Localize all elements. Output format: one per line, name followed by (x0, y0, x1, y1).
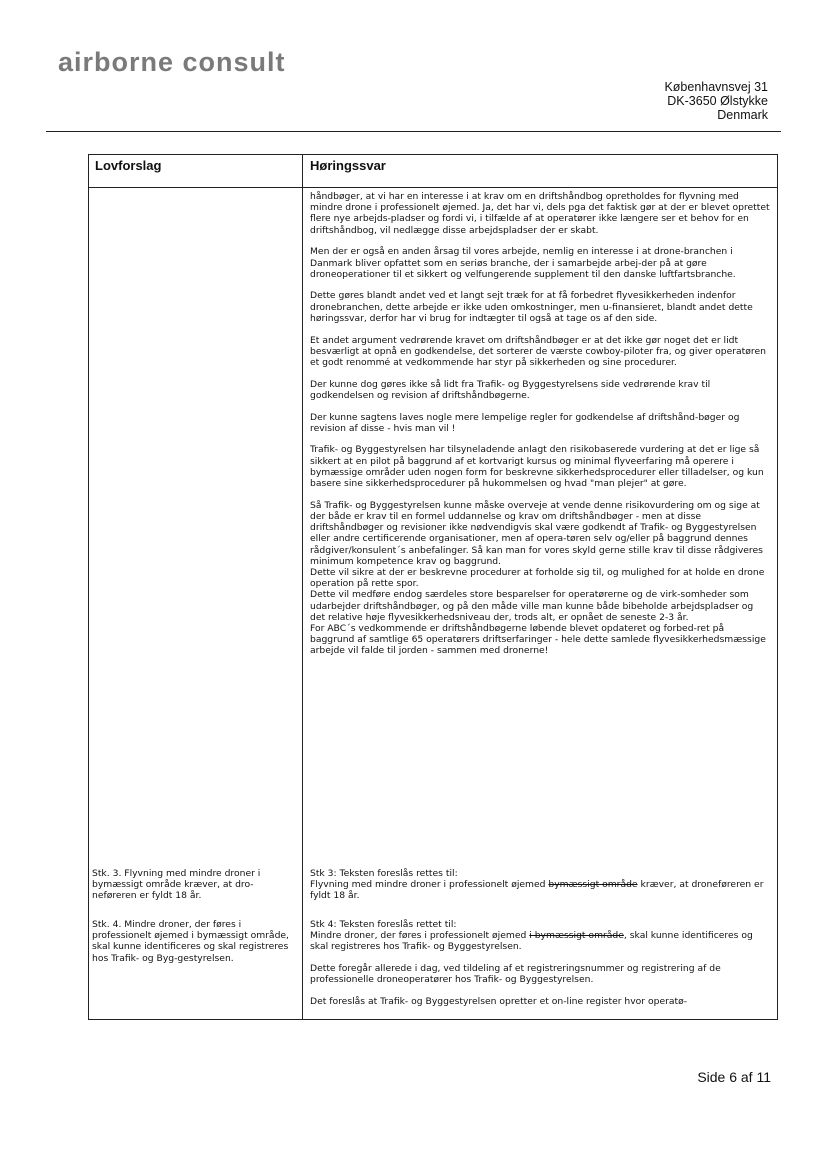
stk3-title: Stk 3: Teksten foreslås rettes til: (310, 868, 458, 879)
stk4-response (310, 919, 771, 1018)
paragraph: Det foreslås at Trafik- og Byggestyrelsen opretter et on-line register hvor operatø- (310, 996, 688, 1008)
column-divider (302, 154, 303, 1020)
header-divider (46, 131, 781, 132)
stk4-proposal: Stk. 4. Mindre droner, der føres i professionelt øjemed i bymæssigt område, skal kunne identificeres og skal registreres hos Trafik- og Byg-gestyrelsen. (92, 919, 289, 964)
stk3-response (310, 868, 771, 902)
paragraph: håndbøger, at vi har en interesse i at krav om en driftshåndbog opretholdes for flyvning med mindre drone i professionelt øjemed. Ja, det har vi, dels pga det faktisk gør at der er blevet oprettet flere nye arbejds-pladser og fordi vi, i tilfælde af at operatører ikke længere ser et behov for en driftshåndbog, vil nedlægge disse arbejdspladser der er skabt. (310, 191, 770, 236)
address-country: Denmark (717, 108, 768, 122)
page-number: Side 6 af 11 (697, 1069, 771, 1085)
deleted-text: bymæssigt område (548, 879, 638, 891)
stk4-title: Stk 4: Teksten foreslås rettet til: (310, 919, 457, 930)
paragraph: Trafik- og Byggestyrelsen har tilsyneladende anlagt den risikobaserede vurdering at det er lige så sikkert at en pilot på baggrund af et kortvarigt kursus og minimal flyveerfaring må operere i bymæssige områder uden nogen form for beskrevne sikkerhedsprocedurer eller tilladelser, og kun basere sine sikkerhedsprocedurer på hukommelsen og hvad "man plejer" at gøre. (310, 444, 764, 490)
company-address (664, 80, 768, 122)
address-street: Københavnsvej 31 (664, 80, 768, 94)
paragraph: Så Trafik- og Byggestyrelsen kunne måske overveje at vende denne risikovurdering om og sige at der både er krav til en formel uddannelse og krav om driftshåndbøger - men at disse driftshåndbøger og revisioner ikke nødvendigvis skal være godkendt af Trafik- og Byggestyrelsen eller andre certificerende organisationer, men af opera-tøren selv og/eller på baggrund dennes rådgiver/konsulent´s anbefalinger. Så kan man for vores skyld gerne stille krav til disse rådgiveres minimum kompetence krav og baggrund. Dette vil sikre at der er beskrevne procedurer at forholde sig til, og mulighed for at holde en drone operation på rette spor. Dette vil medføre endog særdeles store besparelser for operatørerne og de virk-somheder som udarbejder driftshåndbøger, og på den måde ville man kunne både bibeholde arbejdspladser og det relative høje flyvesikkerhedsniveau der, trods alt, er opnået de seneste 2-3 år. For ABC´s vedkommende er driftshåndbøgerne løbende blevet opdateret og forbed-ret på baggrund af samtlige 65 operatørers driftserfaringer - hele dette samlede flyvesikkerhedsmæssige arbejde vil falde til jorden - sammen med dronerne! (310, 499, 766, 657)
response-body (310, 191, 771, 667)
paragraph: Men der er også en anden årsag til vores arbejde, nemlig en interesse i at drone-branchen i Danmark bliver opfattet som en seriøs branche, der i samarbejde arbej-der på at gøre droneoperationer til et sikkert og velfungerende supplement til den danske luftfartsbranche. (310, 246, 736, 280)
paragraph: Dette foregår allerede i dag, ved tildeling af et registreringsnummer og registrering af de professionelle droneoperatører hos Trafik- og Byggestyrelsen. (310, 963, 721, 986)
paragraph: Der kunne sagtens laves nogle mere lempelige regler for godkendelse af driftshånd-bøger og revision af disse - hvis man vil ! (310, 411, 740, 434)
col-header-lovforslag: Lovforslag (95, 158, 162, 173)
stk4-text: Stk 4: Teksten foreslås rettet til: Mindre droner, der føres i professionelt øjemed i bymæssigt område, skal kunne identificeres og skal registreres hos Trafik- og Byggestyrelsen. (310, 919, 753, 953)
header-row-divider (88, 187, 778, 188)
col-header-horingssvar: Høringssvar (310, 158, 386, 173)
stk3-proposal: Stk. 3. Flyvning med mindre droner i bymæssigt område kræver, at dro-neføreren er fyldt 18 år. (92, 868, 261, 902)
address-city: DK-3650 Ølstykke (667, 94, 768, 108)
paragraph: Der kunne dog gøres ikke så lidt fra Trafik- og Byggestyrelsens side vedrørende krav til godkendelsen og revision af driftshåndbøgerne. (310, 378, 711, 401)
paragraph: Dette gøres blandt andet ved et langt sejt træk for at få forbedret flyvesikkerheden indenfor dronebranchen, dette arbejde er ikke uden omkostninger, men u-finansieret, blandt andet dette høringssvar, derfor har vi brug for indtægter til også at tage os af den side. (310, 290, 753, 324)
company-logo: airborne consult (58, 47, 286, 77)
deleted-text: i bymæssigt område (529, 930, 624, 942)
stk3-text: Flyvning med mindre droner i professionelt øjemed bymæssigt område kræver, at droneføreren er fyldt 18 år. (310, 879, 764, 902)
paragraph: Et andet argument vedrørende kravet om driftshåndbøger er at det ikke gør noget det er lidt besværligt at opnå en godkendelse, det sorterer de værste cowboy-piloter fra, og giver operatøren et godt renommé at vedkommende har styr på sikkerheden og sine procedurer. (310, 334, 766, 368)
